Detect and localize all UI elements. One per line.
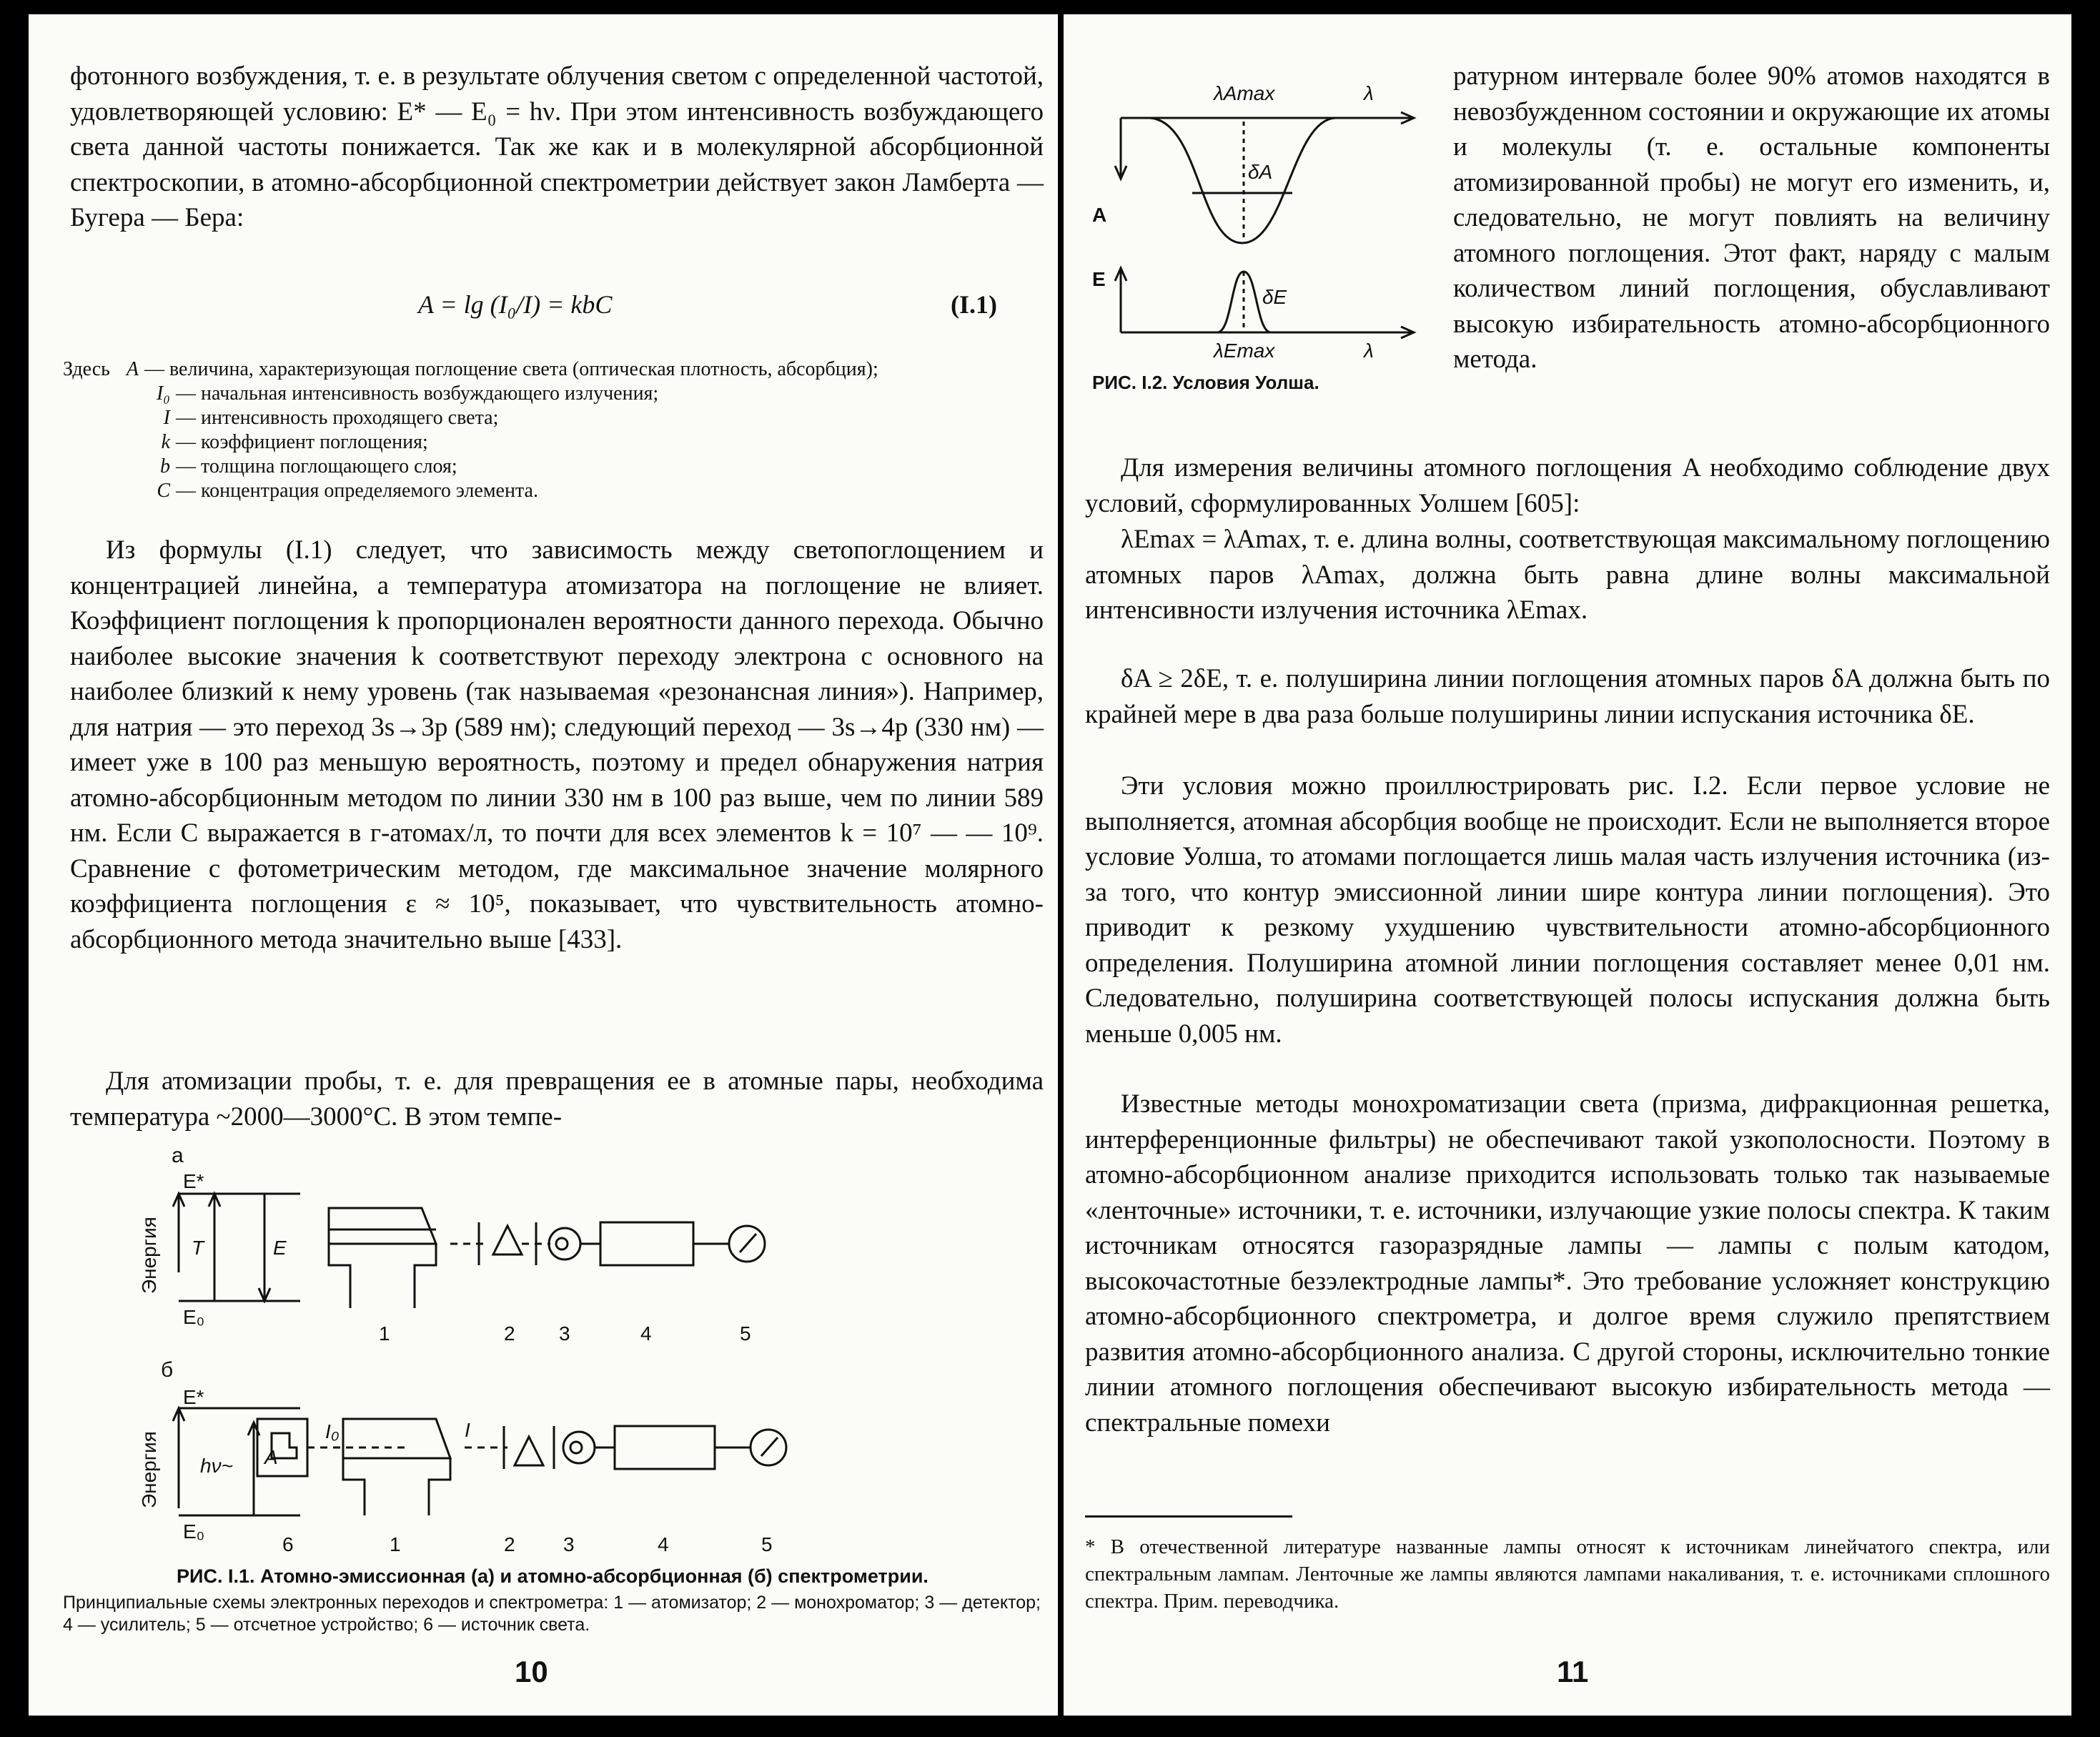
energy-axis-label-a: Энергия	[138, 1217, 160, 1294]
lambert-beer-formula: A = lg (I₀/I) = kbC	[418, 290, 613, 319]
legend-row	[120, 406, 1042, 430]
left-para-3	[70, 1064, 1044, 1134]
lambda-a-max-label: λAmax	[1214, 82, 1275, 104]
arrow-a-label: A	[264, 1446, 278, 1468]
left-para-2-text: Из формулы (I.1) следует, что зависимость между светопоглощением и концентрацией линейна, а температура атомизатора на поглощение не влияет. Коэффициент поглощения k пропорционален вероятности данного перехода. Обычно наиболее высокие значения k соответствуют переходу электрона с основного на наиболее близкий к нему уровень (так называемая «резонансная линия»). Например, для натрия — это переход 3s→3p (589 нм); следующий переход — 3s→4p (330 нм) — имеет уже в 100 раз меньшую вероятность, поэтому и предел обнаружения натрия атомно-абсорбционным методом по линии 330 нм в 100 раз выше, чем по линии 589 нм. Если C выражается в г-атомах/л, то почти для всех элементов k = 10⁷ — — 10⁹. Сравнение с фотометрическим методом, где максимальное значение молярного коэффициента поглощения ε ≈ 10⁵, показывает, что чувствительность атомно-абсорбционного метода значительно выше [433].	[70, 535, 1044, 954]
left-para-2	[70, 533, 1044, 957]
arrow-e-label: E	[273, 1237, 287, 1259]
arrow-t-label: T	[192, 1237, 204, 1259]
level-top-label-a: E*	[183, 1170, 204, 1192]
legend-row	[120, 455, 1042, 479]
apparatus-number: 2	[504, 1322, 515, 1345]
formula-legend	[63, 357, 1042, 503]
left-para-1: фотонного возбуждения, т. е. в результате облучения светом с определенной частотой, удовлетворяющей условию: E* — E₀ = hν. При этом интенсивность возбуждающего света данной частоты понижается. Так же как и в молекулярной абсорбционной спектроскопии, в атомно-абсорбционной спектрометрии действует закон Ламберта — Бугера — Бера:	[70, 61, 1044, 232]
formula-number: (I.1)	[951, 290, 997, 319]
legend-intro: Здесь	[63, 358, 110, 380]
legend-symbol: k	[161, 431, 170, 453]
lambda-axis-label-bottom: λ	[1364, 340, 1374, 362]
legend-definition: — начальная интенсивность возбуждающего излучения;	[176, 382, 659, 405]
arrow-hv-label: hν~	[200, 1455, 233, 1477]
level-bottom-label-a: E₀	[183, 1306, 205, 1328]
right-para-intro	[1085, 450, 2050, 521]
page-number-left: 10	[515, 1655, 548, 1688]
apparatus-number: 2	[504, 1533, 515, 1555]
apparatus-number: 6	[282, 1533, 294, 1555]
right-para-top: ратурном интервале более 90% атомов находятся в невозбужденном состоянии и окружающие их атомы и молекулы (т. е. остальные компоненты атомизированной пробы) не могут его изменить, и, следовательно, не могут повлиять на величину атомного поглощения. Этот факт, наряду с малым количеством линий поглощения, обуславливают высокую избирательность атомно-абсорбционного метода.	[1453, 61, 2050, 374]
level-bottom-label-b: E₀	[183, 1520, 205, 1543]
axis-e-label: E	[1092, 268, 1106, 290]
legend-symbol: I	[163, 407, 170, 429]
figure-i1-caption	[63, 1565, 1042, 1636]
lambda-axis-label-top: λ	[1364, 82, 1374, 104]
legend-definition: — величина, характеризующая поглощение света (оптическая плотность, абсорбция);	[144, 358, 878, 380]
footnote-text: * В отечественной литературе названные лампы относят к источникам линейчатого спектра, или спектральным лампам. Ленточные же лампы являются лампами накаливания, т. е. источниками сплошного спектра. Прим. переводчика.	[1085, 1535, 2050, 1613]
apparatus-number: 3	[559, 1322, 570, 1345]
legend-definition: — толщина поглощающего слоя;	[176, 455, 457, 477]
figure-i2-walsh-conditions	[1078, 57, 1435, 365]
figure-i1-caption-text: Принципиальные схемы электронных переходов и спектрометра: 1 — атомизатор; 2 — монохроматор; 3 — детектор; 4 — усилитель; 5 — отсчетное устройство; 6 — источник света.	[63, 1593, 1041, 1635]
figure-label-a: а	[172, 1144, 184, 1167]
delta-e-label: δE	[1262, 286, 1287, 308]
beam-i0-label: I₀	[325, 1420, 340, 1442]
legend-symbol: b	[160, 455, 170, 477]
figure-i2-caption: РИС. I.2. Условия Уолша.	[1092, 372, 1319, 393]
legend-definition: — интенсивность проходящего света;	[176, 407, 499, 429]
legend-symbol: C	[157, 480, 170, 502]
walsh-condition-1	[1085, 522, 2050, 628]
walsh-condition-2	[1085, 661, 2050, 732]
energy-axis-label-b: Энергия	[138, 1431, 160, 1508]
right-para-methods-text: Известные методы монохроматизации света (призма, дифракционная решетка, интерференционные фильтры) не обеспечивают такой узкополосности. Поэтому в атомно-абсорбционном анализе приходится использовать только так называемые «ленточные» источники, т. е. источники, излучающие узкие полосы спектра. К таким источникам относятся газоразрядные лампы — лампы с полым катодом, высокочастотные безэлектродные лампы*. Это требование усложняет конструкцию атомно-абсорбционного спектрометра, и долгое время служило препятствием развития атомно-абсорбционного анализа. С другой стороны, исключительно тонкие линии атомного поглощения обеспечивают высокую избирательность метода — спектральные помехи	[1085, 1089, 2050, 1437]
right-para-conditions	[1085, 768, 2050, 1051]
figure-i1-diagram	[136, 1165, 979, 1565]
right-para-methods	[1085, 1087, 2050, 1440]
lambda-e-max-label: λEmax	[1214, 340, 1275, 362]
walsh-condition-2-text: δA ≥ 2δE, т. е. полуширина линии поглощения атомных паров δA должна быть по крайней мере в два раза больше полуширины линии испускания источника δE.	[1085, 664, 2050, 729]
legend-symbol: I₀	[156, 382, 170, 405]
page-number-right: 11	[1557, 1655, 1589, 1688]
legend-row	[120, 430, 1042, 455]
right-para-conditions-text: Эти условия можно проиллюстрировать рис. I.2. Если первое условие не выполняется, атомная абсорбция вообще не происходит. Если не выполняется второе условие Уолша, то атомами поглощается лишь малая часть излучения источника (из-за того, что контур эмиссионной линии шире контура линии поглощения). Это приводит к резкому ухудшению чувствительности атомно-абсорбционного определения. Полуширина атомной линии поглощения составляет менее 0,01 нм. Следовательно, полуширина соответствующей полосы испускания должна быть меньше 0,005 нм.	[1085, 771, 2050, 1049]
figure-label-b: б	[161, 1358, 174, 1382]
delta-a-label: δA	[1248, 161, 1273, 183]
legend-definition: — коэффициент поглощения;	[176, 431, 428, 453]
left-para-3-text: Для атомизации пробы, т. е. для превращения ее в атомные пары, необходима температура ~2000—3000°C. В этом темпе-	[70, 1067, 1044, 1132]
apparatus-number: 4	[658, 1533, 669, 1555]
legend-row	[120, 382, 1042, 406]
apparatus-number: 5	[740, 1322, 751, 1345]
left-page	[29, 14, 1058, 1716]
apparatus-number: 3	[563, 1533, 575, 1555]
legend-definition: — концентрация определяемого элемента.	[176, 480, 538, 502]
footnote-divider	[1085, 1515, 1292, 1518]
beam-i-label: I	[465, 1419, 470, 1441]
right-page	[1064, 14, 2071, 1716]
apparatus-number: 4	[640, 1322, 652, 1345]
apparatus-number: 1	[379, 1322, 390, 1345]
legend-row	[120, 479, 1042, 503]
axis-a-label: A	[1092, 204, 1107, 226]
legend-row	[120, 357, 1042, 382]
legend-symbol: A	[126, 358, 139, 380]
level-top-label-b: E*	[183, 1386, 204, 1408]
footnote	[1085, 1533, 2050, 1615]
right-para-intro-text: Для измерения величины атомного поглощения A необходимо соблюдение двух условий, сформулированных Уолшем [605]:	[1085, 453, 2050, 518]
apparatus-number: 5	[761, 1533, 773, 1555]
apparatus-number: 1	[390, 1533, 401, 1555]
walsh-condition-1-text: λEmax = λAmax, т. е. длина волны, соответствующая максимальному поглощению атомных паров λAmax, должна быть равна длине волны максимальной интенсивности излучения источника λEmax.	[1085, 525, 2050, 625]
figure-i1-caption-title: РИС. I.1. Атомно-эмиссионная (а) и атомно-абсорбционная (б) спектрометрии.	[177, 1565, 928, 1587]
